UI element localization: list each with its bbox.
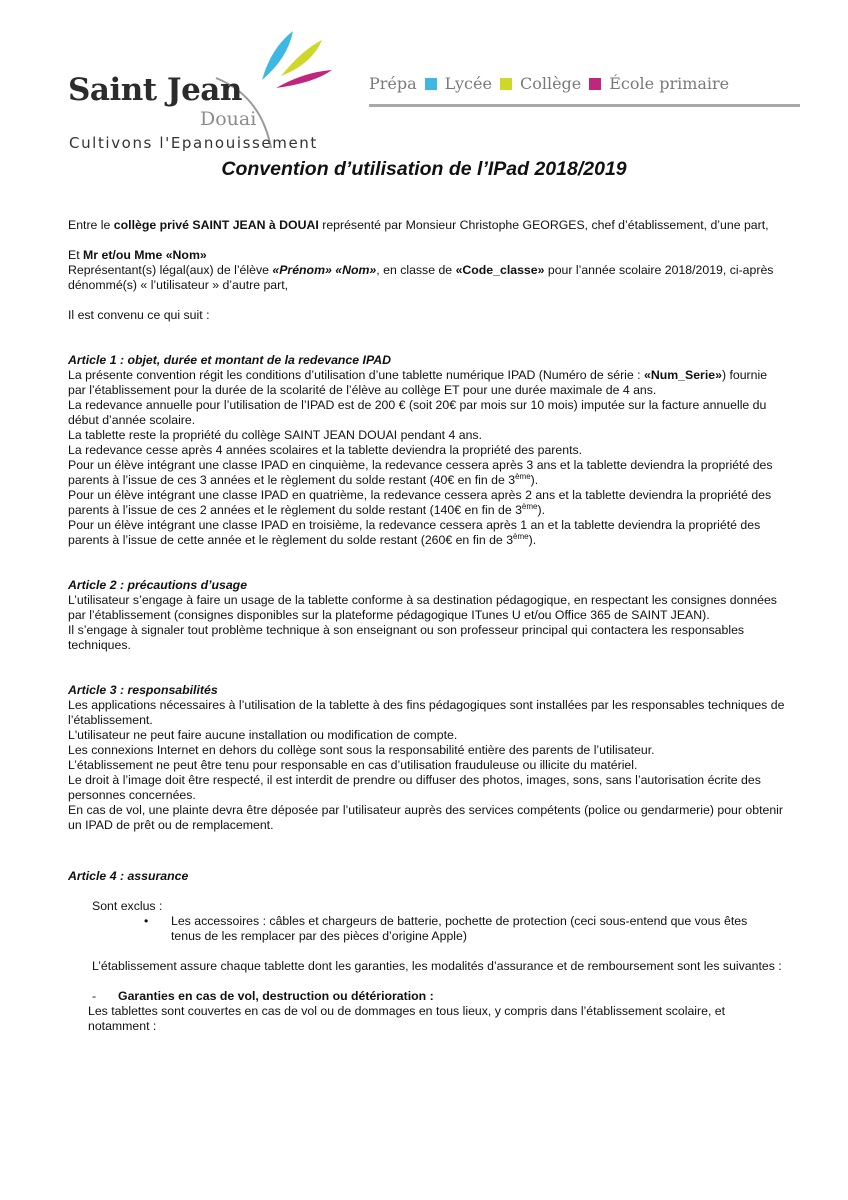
level-prepa: Prépa (369, 74, 417, 93)
logo-tagline: Cultivons l'Epanouissement (69, 134, 318, 152)
article-3-line: Le droit à l’image doit être respecté, il est interdit de prendre ou diffuser des photos, images, sons, sans l’autorisation écrite des personnes concernées. (68, 773, 761, 802)
intro-parties (68, 218, 788, 233)
intro-student (68, 263, 788, 293)
intro-text: pour l’année scolaire 2018/2019, ci-après dénommé(s) « l’utilisateur » d’autre part, (68, 263, 774, 292)
bullet-icon: • (144, 914, 149, 928)
article-text: ). (537, 503, 545, 517)
guarantee-title: Garanties en cas de vol, destruction ou détérioration : (118, 989, 434, 1003)
intro-agreement: Il est convenu ce qui suit : (68, 308, 210, 322)
article-1-title: Article 1 : objet, durée et montant de la redevance IPAD (68, 353, 391, 367)
article-text: Pour un élève intégrant une classe IPAD en cinquième, la redevance cessera après 3 ans et la tablette deviendra la propriété des parents à l’issue de ces 3 années et le règlement du solde restant (40€ en fin de 3 (68, 458, 773, 487)
superscript: ème (513, 532, 529, 541)
school-levels (369, 74, 729, 93)
article-3-title: Article 3 : responsabilités (68, 683, 218, 697)
document-body (68, 218, 788, 1034)
article-1 (68, 353, 788, 548)
article-2-line: L’utilisateur s’engage à faire un usage de la tablette conforme à sa destination pédagogique, en respectant les consignes données par l’établissement (consignes disponibles sur la plateforme pédagogique ITunes U et/ou Office 365 de SAINT JEAN). (68, 593, 777, 622)
article-3-line: L'utilisateur ne peut faire aucune installation ou modification de compte. (68, 728, 458, 742)
logo-name: Saint Jean (68, 72, 242, 108)
school-logo (66, 28, 336, 158)
superscript: ème (515, 472, 531, 481)
level-marker-primaire-icon (589, 78, 601, 90)
guardian-name-field: Mr et/ou Mme «Nom» (83, 248, 207, 262)
article-text: Pour un élève intégrant une classe IPAD en troisième, la redevance cessera après 1 an et la tablette deviendra la propriété des parents à l’issue de cette année et le règlement du solde restant (260€ en fin de 3 (68, 518, 761, 547)
article-2 (68, 578, 788, 653)
serial-number-field: «Num_Serie» (644, 368, 722, 382)
level-lycee: Lycée (444, 74, 492, 93)
guarantee-text: Les tablettes sont couvertes en cas de vol ou de dommages en tous lieux, y compris dans l’établissement scolaire, et notamment : (88, 1004, 726, 1033)
article-1-line (68, 458, 788, 488)
superscript: ème (521, 502, 538, 511)
insurance-paragraph: L’établissement assure chaque tablette dont les garanties, les modalités d’assurance et de remboursement sont les suivantes : (92, 959, 782, 973)
article-3-line: L’établissement ne peut être tenu pour responsable en cas d’utilisation frauduleuse ou illicite du matériel. (68, 758, 638, 772)
document-title: Convention d’utilisation de l’IPad 2018/2019 (221, 158, 627, 180)
article-3 (68, 683, 788, 833)
excluded-list-item (68, 914, 788, 944)
intro-text: Représentant(s) légal(aux) de l’élève (68, 263, 273, 277)
article-1-line (68, 368, 788, 398)
article-text: ) fournie par l’établissement pour la durée de la scolarité de l’élève au collège ET pour une durée maximale de 4 ans. (68, 368, 768, 397)
article-1-line: La tablette reste la propriété du collège SAINT JEAN DOUAI pendant 4 ans. (68, 428, 482, 442)
dash-icon: - (92, 989, 97, 1003)
header-divider (369, 104, 800, 107)
article-3-line: Les connexions Internet en dehors du collège sont sous la responsabilité entière des parents de l’utilisateur. (68, 743, 655, 757)
intro-text: , en classe de (376, 263, 456, 277)
intro-text: Entre le (68, 218, 114, 232)
student-name-field: «Prénom» «Nom» (272, 263, 377, 277)
level-marker-lycee-icon (425, 78, 437, 90)
article-4-title: Article 4 : assurance (68, 869, 189, 883)
intro-text: représenté par Monsieur Christophe GEORGES, chef d’établissement, d’une part, (318, 218, 769, 232)
logo-city: Douai (200, 108, 257, 130)
class-code-field: «Code_classe» (455, 263, 545, 277)
school-name: collège privé SAINT JEAN à DOUAI (113, 218, 319, 232)
article-1-line: La redevance cesse après 4 années scolaires et la tablette deviendra la propriété des parents. (68, 443, 583, 457)
excluded-item-text: Les accessoires : câbles et chargeurs de batterie, pochette de protection (ceci sous-entend que vous êtes tenus de les remplacer par des pièces d’origine Apple) (171, 914, 748, 943)
level-primaire: École primaire (609, 74, 730, 93)
article-1-line: La redevance annuelle pour l’utilisation de l’IPAD est de 200 € (soit 20€ par mois sur 10 mois) imputée sur la facture annuelle du début d’année scolaire. (68, 398, 767, 427)
level-college: Collège (519, 74, 582, 93)
article-1-line (68, 518, 788, 548)
article-2-line: Il s’engage à signaler tout problème technique à son enseignant ou son professeur principal qui contactera les responsables techniques. (68, 623, 745, 652)
article-text: ). (528, 533, 537, 547)
article-1-line (68, 488, 788, 518)
article-text: Pour un élève intégrant une classe IPAD en quatrième, la redevance cessera après 2 ans et la tablette deviendra la propriété des parents à l’issue de ces 2 années et le règlement du solde restant (140€ en fin de 3 (68, 488, 772, 517)
level-marker-college-icon (500, 78, 512, 90)
article-text: ). (530, 473, 539, 487)
intro-text: Et (68, 248, 84, 262)
article-text: La présente convention régit les conditions d’utilisation d’une tablette numérique IPAD (Numéro de série : (68, 368, 645, 382)
guarantee-heading (68, 989, 788, 1004)
excluded-label: Sont exclus : (92, 899, 163, 913)
article-4 (68, 869, 788, 1034)
article-3-line: En cas de vol, une plainte devra être déposée par l’utilisateur auprès des services compétents (police ou gendarmerie) pour obtenir un IPAD de prêt ou de remplacement. (68, 803, 783, 832)
article-3-line: Les applications nécessaires à l’utilisation de la tablette à des fins pédagogiques sont installées par les responsables techniques de l’établissement. (68, 698, 785, 727)
intro-guardian (68, 248, 788, 263)
article-2-title: Article 2 : précautions d’usage (68, 578, 248, 592)
